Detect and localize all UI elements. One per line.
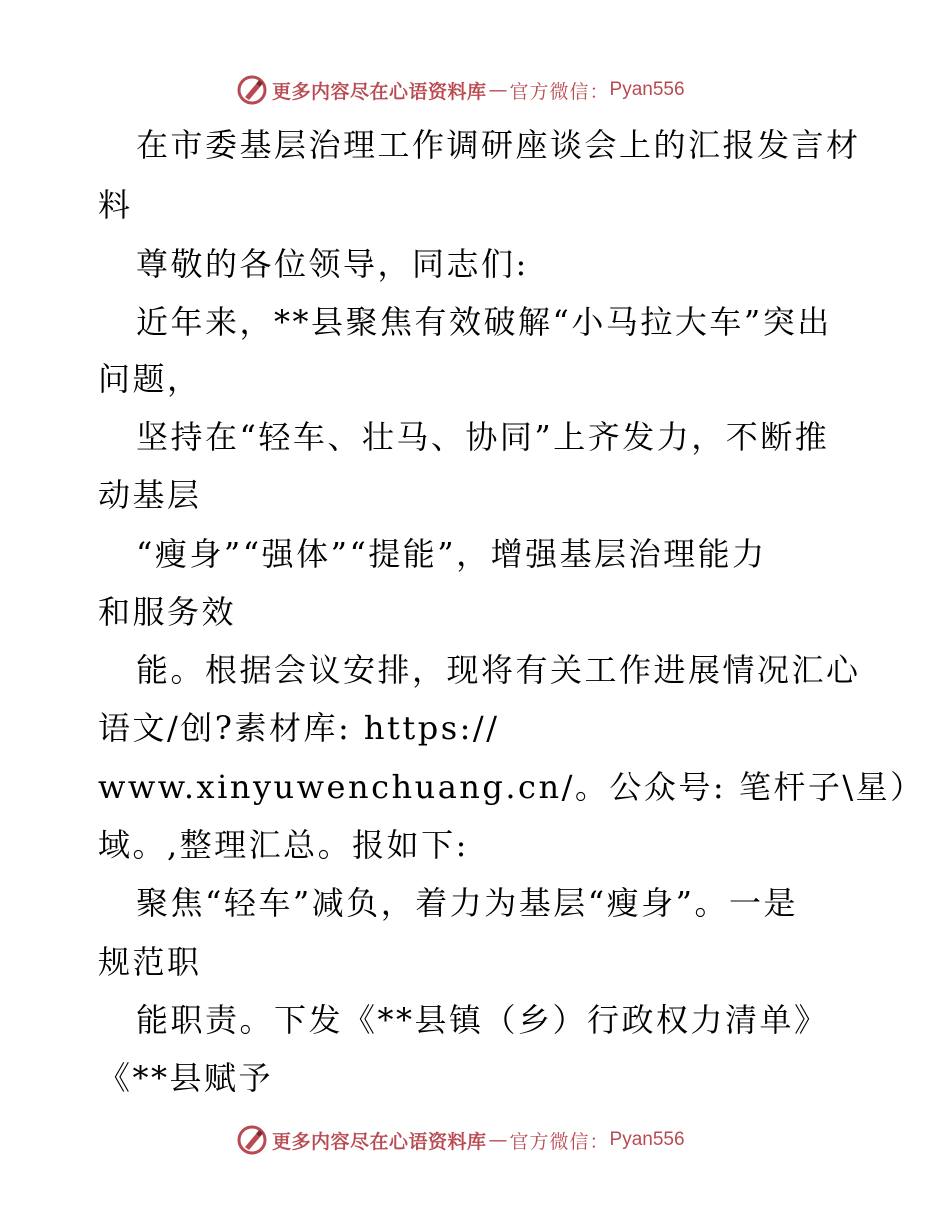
paragraph-line: 能职责。下发《**县镇（乡）行政权力清单》 (136, 1001, 829, 1039)
paragraph-line: 《**县赋予 (98, 1059, 274, 1097)
paragraph-line: 近年来，**县聚焦有效破解“小马拉大车”突出 (136, 303, 832, 341)
banner-title: 更多内容尽在心语资料库 (272, 1130, 487, 1153)
paragraph-line: 域。,整理汇总。报如下: (98, 826, 469, 864)
paragraph-line: 规范职 (98, 943, 202, 981)
paragraph-line: 和服务效 (98, 593, 237, 631)
paragraph-line: 能。根据会议安排，现将有关工作进展情况汇心 (136, 651, 861, 689)
paragraph-line: 坚持在“轻车、壮马、协同”上齐发力，不断推 (136, 418, 830, 456)
header-banner-content (236, 74, 685, 106)
salutation: 尊敬的各位领导，同志们: (136, 245, 529, 283)
banner-wechat-id: Pyan556 (609, 79, 685, 100)
paragraph-line: 问题， (98, 360, 202, 398)
doc-title-line-2: 料 (98, 186, 133, 224)
header-banner (0, 70, 950, 110)
pen-logo-icon (236, 74, 268, 106)
footer-banner (0, 1120, 950, 1160)
paragraph-line: “瘦身”“强体”“提能”，增强基层治理能力 (136, 535, 767, 573)
paragraph-line: 动基层 (98, 476, 202, 514)
paragraph-line: 聚焦“轻车”减负，着力为基层“瘦身”。一是 (136, 884, 798, 922)
pen-logo-icon (236, 1124, 268, 1156)
banner-wechat-label: 官方微信： (509, 1130, 610, 1153)
doc-title-line-1: 在市委基层治理工作调研座谈会上的汇报发言材 (136, 126, 861, 164)
banner-dash: — (488, 79, 508, 101)
footer-banner-content (236, 1124, 685, 1156)
banner-dash: — (488, 1129, 508, 1151)
paragraph-line: www.xinyuwenchuang.cn/。公众号: 笔杆子\星） (98, 768, 925, 806)
banner-wechat-label: 官方微信： (509, 80, 610, 103)
banner-title: 更多内容尽在心语资料库 (272, 80, 487, 103)
paragraph-line: 语文/创?素材库: https:// (98, 709, 500, 747)
banner-wechat-id: Pyan556 (609, 1129, 685, 1150)
